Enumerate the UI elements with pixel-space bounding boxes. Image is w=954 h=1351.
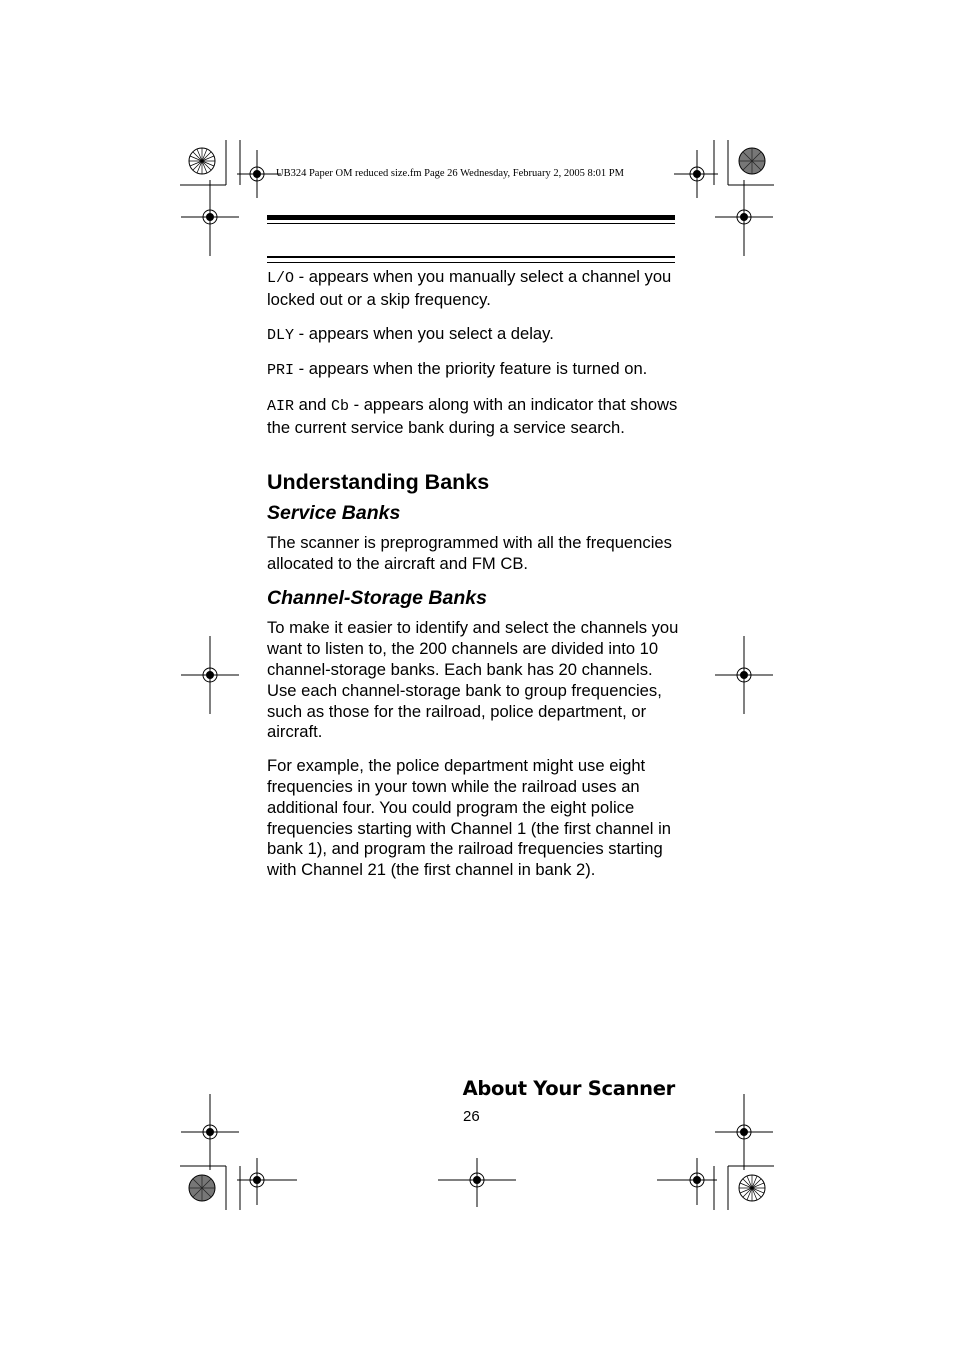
- indicator-code: Cb: [330, 398, 349, 416]
- footer-section-title: About Your Scanner: [462, 1077, 675, 1100]
- registration-mark-icon: [181, 1094, 239, 1170]
- header-rule-lower-thin: [267, 262, 675, 263]
- indicator-desc: - appears when you select a delay.: [294, 323, 554, 343]
- registration-mark-icon: [181, 636, 239, 714]
- registration-mark-icon: [237, 150, 281, 198]
- indicator-dly: [267, 324, 679, 347]
- header-rule-thick: [267, 215, 675, 220]
- indicator-pri: [267, 359, 679, 382]
- page-content: [267, 267, 679, 881]
- registration-mark-icon: [237, 1158, 297, 1205]
- header-rule-lower: [267, 256, 675, 258]
- star-target-icon: [739, 148, 765, 174]
- indicator-code: PRI: [267, 362, 295, 380]
- registration-mark-icon: [715, 636, 773, 714]
- subsection-heading-service-banks: Service Banks: [267, 501, 401, 524]
- registration-mark-icon: [715, 180, 773, 256]
- channel-storage-paragraph-1: To make it easier to identify and select the channels you want to listen to, the 200 channels are divided into 10 channel-storage banks. Each bank has 20 channels. Use each channel-storage bank to group frequencies, such as those for the railroad, police department, or aircraft.: [267, 618, 679, 742]
- registration-mark-icon: [438, 1158, 516, 1207]
- registration-mark-icon: [715, 1094, 773, 1170]
- channel-storage-paragraph-2: For example, the police department might use eight frequencies in your town while the railroad uses an additional four. You could program the eight police frequencies starting with Channel 1 (the first channel in bank 1), and program the railroad frequencies starting with Channel 21 (the first channel in bank 2).: [267, 756, 672, 880]
- star-target-icon: [189, 148, 215, 174]
- print-slug: UB324 Paper OM reduced size.fm Page 26 Wednesday, February 2, 2005 8:01 PM: [276, 168, 624, 179]
- subsection-heading-channel-storage: Channel-Storage Banks: [267, 587, 487, 610]
- registration-mark-icon: [181, 180, 239, 256]
- page-number: 26: [463, 1108, 480, 1125]
- star-target-icon: [739, 1175, 765, 1201]
- indicator-code: L/O: [267, 270, 295, 287]
- service-banks-paragraph: The scanner is preprogrammed with all the frequencies allocated to the aircraft and FM CB.: [267, 532, 672, 573]
- star-target-icon: [189, 1175, 215, 1201]
- indicator-desc: - appears along with an indicator that shows the current service bank during a service search.: [267, 395, 678, 437]
- registration-mark-icon: [674, 150, 718, 198]
- header-rule-thin: [267, 223, 675, 224]
- indicator-air-cb: [267, 395, 679, 439]
- indicator-code: AIR: [267, 398, 295, 416]
- section-heading: Understanding Banks: [267, 469, 490, 494]
- indicator-desc: - appears when you manually select a channel you locked out or a skip frequency.: [267, 267, 672, 309]
- indicator-code: DLY: [267, 326, 295, 344]
- indicator-lo: [267, 267, 679, 311]
- indicator-desc: - appears when the priority feature is turned on.: [294, 359, 648, 379]
- indicator-joiner: and: [294, 395, 331, 415]
- registration-mark-icon: [657, 1158, 717, 1205]
